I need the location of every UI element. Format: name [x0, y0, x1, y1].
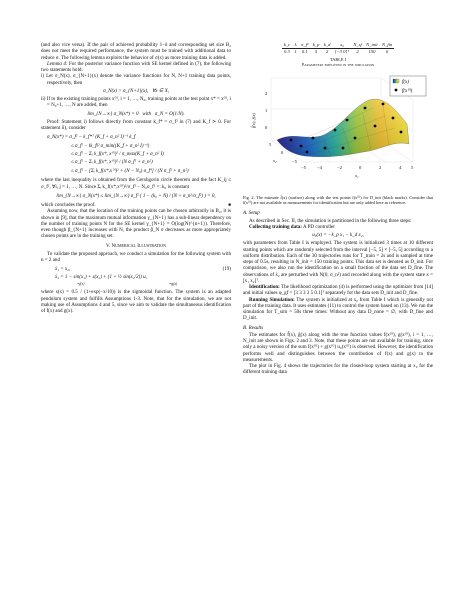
x2-tick-label: −5 — [292, 158, 297, 164]
equation-number: (19) — [222, 266, 231, 273]
z-axis-label: f̂(x), f(x) — [251, 112, 256, 128]
proof-eq-line: ≤ σ_f² − [Σᵢ k_f(x*,x⁽ⁱ⁾)² + (N − N₀) σ_f⁴] / (N σ_f² + σ_n²) — [71, 167, 189, 174]
legend-entry: f(x) — [402, 79, 409, 85]
table-header-cell: k_p — [311, 42, 322, 49]
proof-eq-line: ≤ σ_f² − Σᵢ k_f(x*, x⁽ⁱ⁾)² / σ_max(K_f + σ_n² I) — [71, 151, 164, 158]
identification-paragraph — [243, 284, 433, 297]
where-paragraph: where s(x) = 0.5 / (1+exp(−x/10)) is the sigmoidal function. The system is an adapted pendulum system and fulfills Assumptions 1-3. Note, that for the simulation, we are not making use of Assumptions 4 and 5, since we aim to validate the simultaneous identification of f(x) and g(x). — [41, 289, 231, 315]
equation-x2-dot: ẋ₂ = 1 − sin(x₁) + s(x₂) + (1 + ½ sin(x₂/2)) u, — [55, 274, 147, 281]
test-point-marker — [346, 119, 349, 122]
test-point-marker — [300, 145, 303, 148]
x1-tick-label: −5 — [301, 164, 306, 170]
test-point-marker — [290, 139, 293, 142]
table-cell: 1 — [294, 49, 297, 55]
section-heading: V. Numerical Illustration — [105, 242, 167, 249]
table-header-cell: λ — [292, 42, 299, 49]
z-axis — [251, 91, 268, 130]
equation-variance-decrease: σ_N(x) > σ_{N+1}(x), ∀x ∈ X, — [103, 87, 169, 94]
table-cell: 0.3 — [284, 49, 290, 55]
test-point-marker — [364, 107, 367, 110]
table-cell: 6 — [386, 49, 389, 55]
equation-pd-controller: u₀(x) = −k_p x₁ − k_d x₂, — [312, 232, 364, 239]
legend-entry: f(x⁽ⁱ⁾) — [402, 88, 413, 94]
surface-plot — [243, 70, 433, 192]
lemma-body: For the posterior variance function with SE kernel defined in (7), the following two statements hold: — [41, 60, 232, 73]
test-point-marker — [400, 131, 403, 134]
test-point-marker — [392, 117, 395, 120]
table-header-cell: N_init — [364, 42, 380, 49]
proof-paragraph: Proof: Statement i) follows directly from constant k_f* = σ_f² in (7) and K_f ≻ 0. For statement ii), consider — [41, 118, 231, 131]
equation-x1-dot: ẋ₁ = x₂, — [55, 266, 71, 273]
subsection-setup: A. Setup — [243, 210, 260, 217]
gershgorin-paragraph: where the last inequality is obtained from the Gershgorin circle theorem and the fact K_ij ≤ σ_f², ∀i, j = 1, …, N. Since Σᵢ k_f(x*,x⁽ⁱ⁾)²/σ_f² − N₀σ_f² =: k₀ is constant — [41, 177, 231, 190]
figure-legend — [390, 76, 426, 96]
table-header-cell: N_fin — [380, 42, 395, 49]
intro-paragraph: (and also vice versa). If the pair of achieved probability 1−δ and corresponding set size B₂ does not meet the required performance, the system must be trained with additional data to reduce σ. The following lemma exploits the behavior of σ(x) as more training data is added. — [41, 42, 231, 61]
lemma-4 — [41, 61, 231, 74]
subsection-results: B. Results — [243, 324, 264, 331]
z-tick-label: 0 — [265, 124, 268, 130]
table-header-cell: x₀ — [333, 42, 352, 49]
table-header-cell: N_sf — [351, 42, 364, 49]
running-paragraph — [243, 297, 433, 322]
table-caption — [243, 57, 433, 67]
underbrace-g-label: =g(x) — [169, 282, 178, 287]
table-cell: 5 — [314, 49, 318, 55]
table-header-cell: σ_f² — [299, 42, 311, 49]
table-cell: 0.1 — [301, 49, 308, 55]
params-paragraph: with parameters from Table I is employed. The system is initialized 3 times at 10 different starting points which are randomly selected from the interval [−5, 5] × [−5, 5] according to a uniform distribution. Each of the 30 trajectories runs for T_train = 2s and is sampled at time steps of 0.5s, resulting in N_init = 150 training points. This data set is denoted as D_init. For comparison, we also run the identification on a small fraction of the data set D_fine. The observations of ẋ₂ are perturbed with N(0, σ_n²) and recorded along with the system state x = [x₁ x₂]ᵀ. — [243, 240, 433, 284]
test-point-marker — [324, 147, 327, 150]
x2-tick-label: 0 — [281, 149, 284, 155]
proof-eq-line: σ_N(x*) = σ_f² − k_f*ᵀ (K_f + σ_n² I)⁻¹ k_f — [47, 134, 136, 141]
results-paragraph: The estimates for f̂(x), ĝ(x) along with the true function values f(x⁽ⁱ⁾), g(x⁽ⁱ⁾), i = 1, …, N_init are shown in Figs. 2 and 3. Note, that these points are not available for training, since only a noisy version of the sum f(x⁽ⁱ⁾) + g(x⁽ⁱ⁾) u₀(x⁽ⁱ⁾) is observed. However, the identification performs well and distinguishes between the contribution of f(x) and g(x) to the measurements. — [243, 331, 433, 363]
table-caption-text: Parameters employed in the simulation — [301, 61, 375, 67]
test-point-marker — [374, 125, 377, 128]
x1-tick-label: 0 — [359, 164, 362, 170]
parameter-table — [282, 42, 395, 56]
test-point-marker — [312, 137, 315, 140]
running-text: The system is initialized at x₀ from Table I which is generally not part of the training data. It uses estimates (11) to control the system based on (13). We run the simulation for T_sim = 50s three times: Without any data D_none = ∅, with D_fine and D_init. — [243, 296, 433, 322]
lemma-item-i: i) Let σ_N(x), σ_{N+1}(x) denote the variance functions for N, N+1 training data points, respectively, then — [41, 73, 231, 86]
equation-limit-bound: lim_{N→∞} σ_N(x*) ≤ lim_{N→∞} σ_f² ( 1 − (k₀ + N) / (N + σ_n²/σ_f²) ) = 0, — [56, 192, 216, 199]
test-point-marker — [342, 147, 345, 150]
x2-tick-label: 5 — [269, 141, 272, 147]
z-tick-label: 2 — [265, 90, 268, 96]
lemma-heading: Lemma 4: — [47, 60, 68, 67]
proof-eq-line: ≤ σ_f² − Σᵢ k_f(x*, x⁽ⁱ⁾)² / (N σ_f² + σ_n²) — [71, 159, 153, 166]
test-point-marker — [382, 103, 385, 106]
qed-symbol: ■ — [228, 202, 231, 208]
x1-axis-label: x₁ — [355, 172, 359, 178]
x1-axis — [301, 165, 414, 178]
table-cell: 2 — [356, 49, 359, 55]
identification-heading: Identification: — [249, 284, 280, 291]
table-row — [282, 49, 395, 56]
plot-paragraph: The plot in Fig. 4 shows the trajectories for the closed-loop system starting at x₀ for the different training data — [243, 363, 433, 376]
table-cell: [−3 0]ᵀ — [334, 49, 349, 55]
table-caption-label: TABLE I — [329, 56, 346, 62]
system-equation-19 — [41, 266, 231, 288]
collect-heading: Collecting training data: — [249, 223, 302, 230]
collect-text: A PD controller — [302, 223, 335, 230]
x2-axis-label: x₂ — [273, 157, 277, 163]
underbrace-f-label: =f(x) — [77, 282, 85, 287]
running-heading: Running Simulation: — [249, 296, 295, 303]
left-column — [41, 42, 231, 314]
test-point-marker — [334, 129, 337, 132]
table-cell: 2 — [325, 49, 329, 55]
x1-tick-label: 2 — [379, 164, 382, 170]
table-header-cell: k_c — [282, 42, 293, 49]
collect-paragraph — [243, 224, 433, 230]
test-point-marker — [306, 151, 309, 154]
figure-caption: Fig. 2. The estimate f̂(x) (surface) along with the test points f(x⁽ⁱ⁾) for D_init (black marks). Consider that f(x⁽ⁱ⁾) are not available as measurements for identification but are only added here as reference. — [243, 194, 433, 206]
x1-tick-label: −4 — [317, 164, 322, 170]
right-column — [243, 42, 433, 376]
figure-2 — [243, 70, 433, 192]
z-tick-label: 1 — [265, 107, 268, 113]
proof-equation-block — [47, 133, 231, 175]
assuming-paragraph: Assuming now, that the location of the training points can be chosen arbitrarily in B₂, it is shown in [9], that the maximum mutual information γ_{N+1} has a sub-linear dependency on the number of training points N for the SE kernel γ_{N+1} = O(log(N)^{n+1}). Therefore, even though β_{N+1} increases with N, the product β_N σ decreases as more appropriately chosen points are in the training set. — [41, 208, 231, 240]
x1-tick-label: −2 — [337, 164, 342, 170]
table-header-cell: k_d — [322, 42, 333, 49]
x1-tick-label: 5 — [411, 164, 414, 170]
setup-paragraph: As described in Sec. II, the simulation is partitioned in the following three steps: — [249, 217, 412, 224]
conclude-text: which concludes the proof. — [41, 202, 96, 209]
x1-tick-label: 4 — [399, 164, 402, 170]
equation-variance-limit: lim_{N→∞} σ_N(x*) = 0 with σ_N = O(1/N). — [87, 110, 185, 117]
table-cell: 150 — [368, 49, 376, 55]
table-header-row — [282, 42, 395, 49]
lemma-item-ii: ii) If to the existing training points x⁽ⁱ⁾, i = 1, …, N₀, training points at the test point x* = x⁽ⁱ⁾, i = N₀+1, …, N are added, then — [41, 96, 231, 109]
identification-text: The likelihood optimization (4) is performed using the optimizer from [14] and initial values φ_gf = [3 3 3 3 5 0.1]ᵀ separately for the data sets D_init and D_fine. — [243, 284, 434, 297]
test-point-marker — [354, 137, 357, 140]
proof-eq-line: ≤ σ_f² − ‖k_f‖² σ_min((K_f + σ_n² I)⁻¹) — [71, 142, 150, 149]
validate-paragraph: To validate the proposed approach, we conduct a simulation for the following system with n = 2 and — [41, 250, 231, 264]
